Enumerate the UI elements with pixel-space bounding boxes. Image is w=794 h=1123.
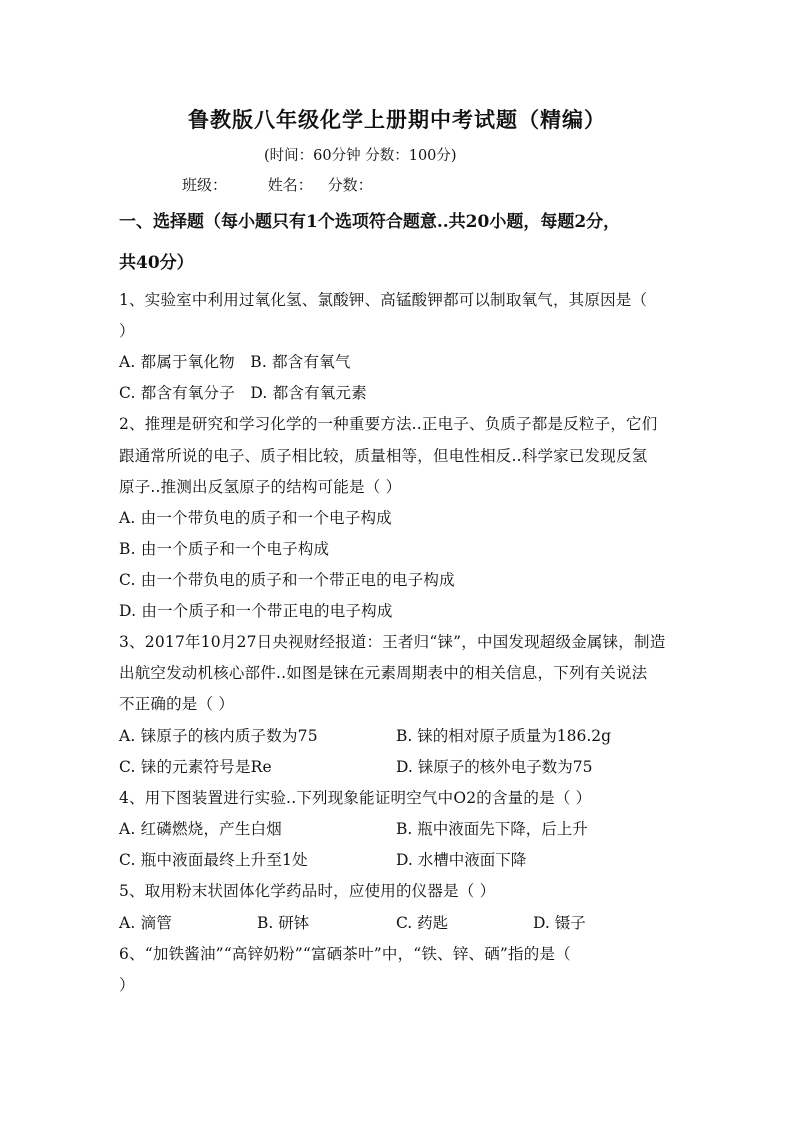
class-label: 班级：: [182, 176, 228, 194]
option-b: B. 由一个质子和一个电子构成: [119, 540, 330, 558]
exam-subtitle: (时间：60分钟 分数：100分): [264, 148, 457, 164]
score-label: 分数：: [327, 176, 373, 194]
option-d: D. 由一个质子和一个带正电的电子构成: [119, 602, 393, 620]
question-1-text-cont: ）: [119, 322, 135, 340]
option-c: C. 药匙: [396, 914, 449, 932]
option-d: D. 水槽中液面下降: [396, 851, 527, 869]
option-c: C. 瓶中液面最终上升至1处: [119, 851, 308, 869]
question-3-text: 3、2017年10月27日央视财经报道：王者归“铼”，中国发现超级金属铼，制造: [119, 633, 666, 651]
option-a: A. 滴管: [119, 914, 173, 932]
option-b: B. 都含有氧气: [250, 353, 351, 371]
option-a: A. 都属于氧化物: [119, 353, 235, 371]
question-4-text: 4、用下图装置进行实验..下列现象能证明空气中O2的含量的是（ ）: [119, 789, 592, 807]
option-b: B. 铼的相对原子质量为186.2g: [396, 727, 612, 745]
option-d: D. 镊子: [533, 914, 586, 932]
option-d: D. 都含有氧元素: [250, 384, 367, 402]
question-3-text-cont: 出航空发动机核心部件..如图是铼在元素周期表中的相关信息，下列有关说法: [119, 664, 648, 682]
name-label: 姓名：: [267, 176, 313, 194]
question-1-options-ab: [119, 352, 351, 372]
option-a: A. 由一个带负电的质子和一个电子构成: [119, 509, 392, 527]
exam-title: 鲁教版八年级化学上册期中考试题（精编）: [188, 107, 606, 132]
question-5-text: 5、取用粉末状固体化学药品时，应使用的仪器是（ ）: [119, 882, 496, 900]
option-c: C. 由一个带负电的质子和一个带正电的电子构成: [119, 571, 455, 589]
question-3-text-cont: 不正确的是（ ）: [119, 695, 235, 713]
option-b: B. 瓶中液面先下降，后上升: [396, 820, 588, 838]
question-6-text-cont: ）: [119, 976, 135, 994]
section-heading: 一、选择题（每小题只有1个选项符合题意..共20小题，每题2分，: [119, 212, 621, 232]
question-6-text: 6、“加铁酱油”“高锌奶粉”“富硒茶叶”中，“铁、锌、硒”指的是（: [119, 945, 571, 963]
option-b: B. 研钵: [257, 914, 310, 932]
option-c: C. 都含有氧分子: [119, 384, 235, 402]
question-1-text: 1、实验室中利用过氧化氢、氯酸钾、高锰酸钾都可以制取氧气，其原因是（: [119, 291, 648, 309]
option-c: C. 铼的元素符号是Re: [119, 758, 272, 776]
option-a: A. 红磷燃烧，产生白烟: [119, 820, 282, 838]
option-a: A. 铼原子的核内质子数为75: [119, 727, 318, 745]
question-2-text-cont: 原子..推测出反氢原子的结构可能是（ ）: [119, 478, 402, 496]
question-1-options-cd: [119, 383, 367, 403]
question-2-text-cont: 跟通常所说的电子、质子相比较，质量相等，但电性相反..科学家已发现反氢: [119, 447, 648, 465]
question-2-text: 2、推理是研究和学习化学的一种重要方法..正电子、负质子都是反粒子，它们: [119, 415, 658, 433]
option-d: D. 铼原子的核外电子数为75: [396, 758, 593, 776]
section-heading-cont: 共40分）: [119, 253, 194, 273]
student-info-row: [182, 174, 383, 195]
